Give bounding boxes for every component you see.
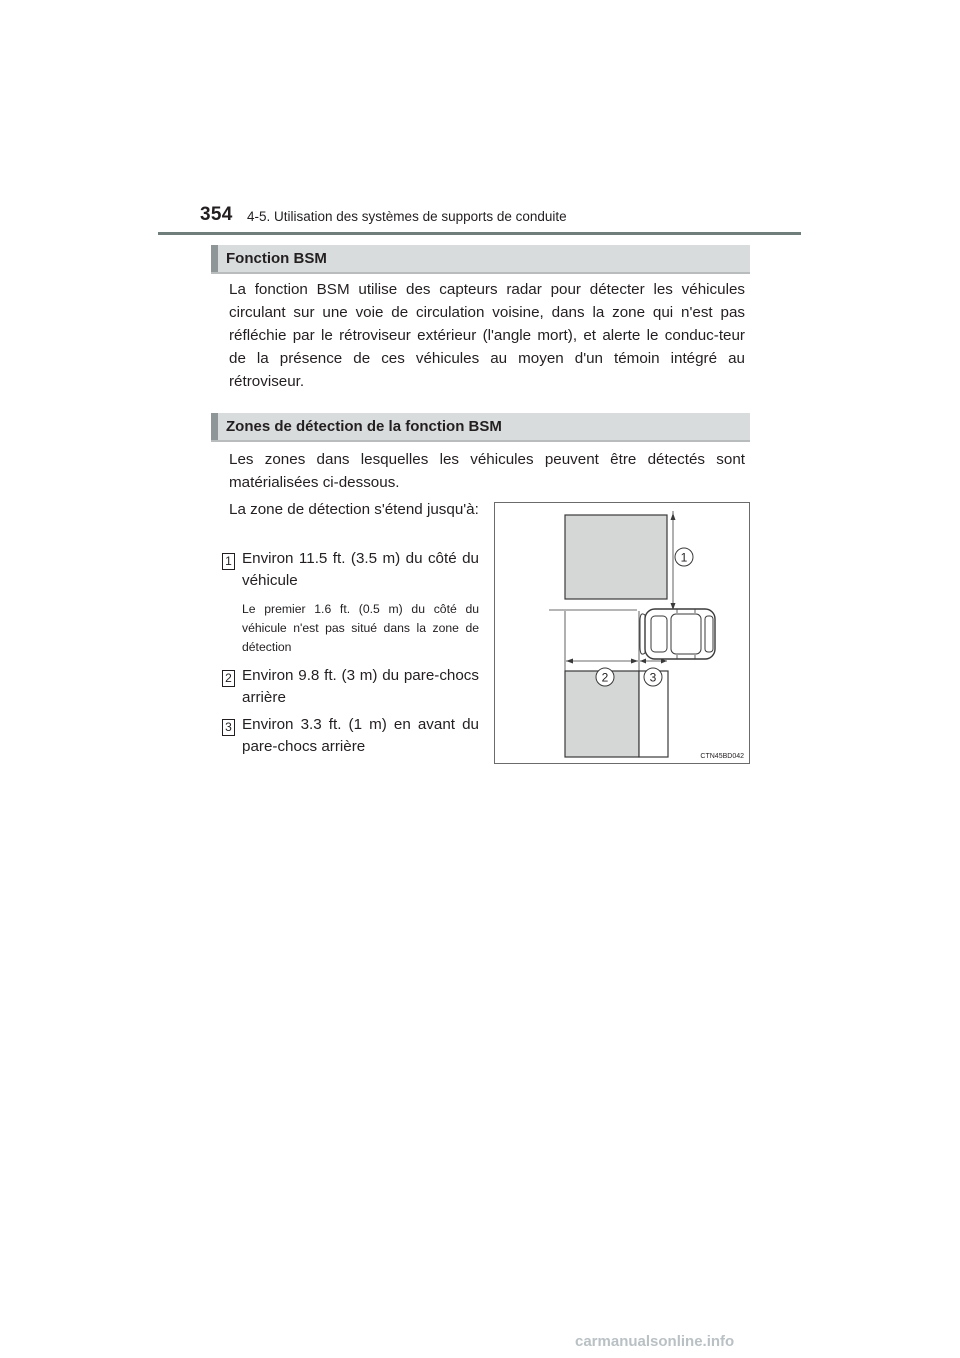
rear-window [651,616,667,652]
list-item-rear-distance: Environ 9.8 ft. (3 m) du pare-chocs arrière [242,667,479,706]
arrowhead [640,659,646,664]
item-number-badge: 3 [222,719,235,736]
callout-label-1: 1 [680,550,688,565]
rear-bumper [640,614,645,654]
item-number-badge: 1 [222,553,235,570]
list-item-front-distance: Environ 3.3 ft. (1 m) en avant du pare-chocs arrière [242,716,479,755]
arrowhead [631,659,638,664]
section-heading-text: Fonction BSM [226,250,327,267]
page-number: 354 [200,204,233,225]
front-side-zone [565,515,667,599]
figure-code: CTN45BD042 [700,753,744,760]
windshield [705,616,713,652]
arrowhead [671,513,676,520]
bsm-description: La fonction BSM utilise des capteurs radar pour détecter les véhicules circulant sur une voie de circulation voisine, dans la zone qui n'est pas réfléchie par le rétroviseur extérieur (l'angle mort), et alerte le conduc-teur de la présence de ces véhicules au moyen d'un témoin intégré au rétroviseur. [229,281,745,390]
section-heading-fonction-bsm [211,245,750,272]
side-note: Le premier 1.6 ft. (0.5 m) du côté du véhicule n'est pas situé dans la zone de détection [242,602,479,654]
heading-shadow [211,272,750,274]
callout-label-3: 3 [649,670,657,685]
section-heading-text: Zones de détection de la fonction BSM [226,418,502,435]
item-number-badge: 2 [222,670,235,687]
callout-label-2: 2 [601,670,609,685]
diagram-drawing [495,503,751,765]
heading-shadow [211,440,750,442]
watermark: carmanualsonline.info [575,1333,735,1350]
section-heading-zones-detection [211,413,750,440]
arrowhead [566,659,573,664]
header-divider [158,232,801,235]
chapter-section-title: 4-5. Utilisation des systèmes de supports de conduite [247,209,567,224]
list-item-side-distance: Environ 11.5 ft. (3.5 m) du côté du véhicule [242,550,479,589]
zones-intro: Les zones dans lesquelles les véhicules peuvent être détectés sont matérialisées ci-dessous. [229,451,745,491]
roof-panel [671,614,701,654]
detection-lead: La zone de détection s'étend jusqu'à: [229,501,479,518]
detection-zone-diagram [494,502,750,764]
